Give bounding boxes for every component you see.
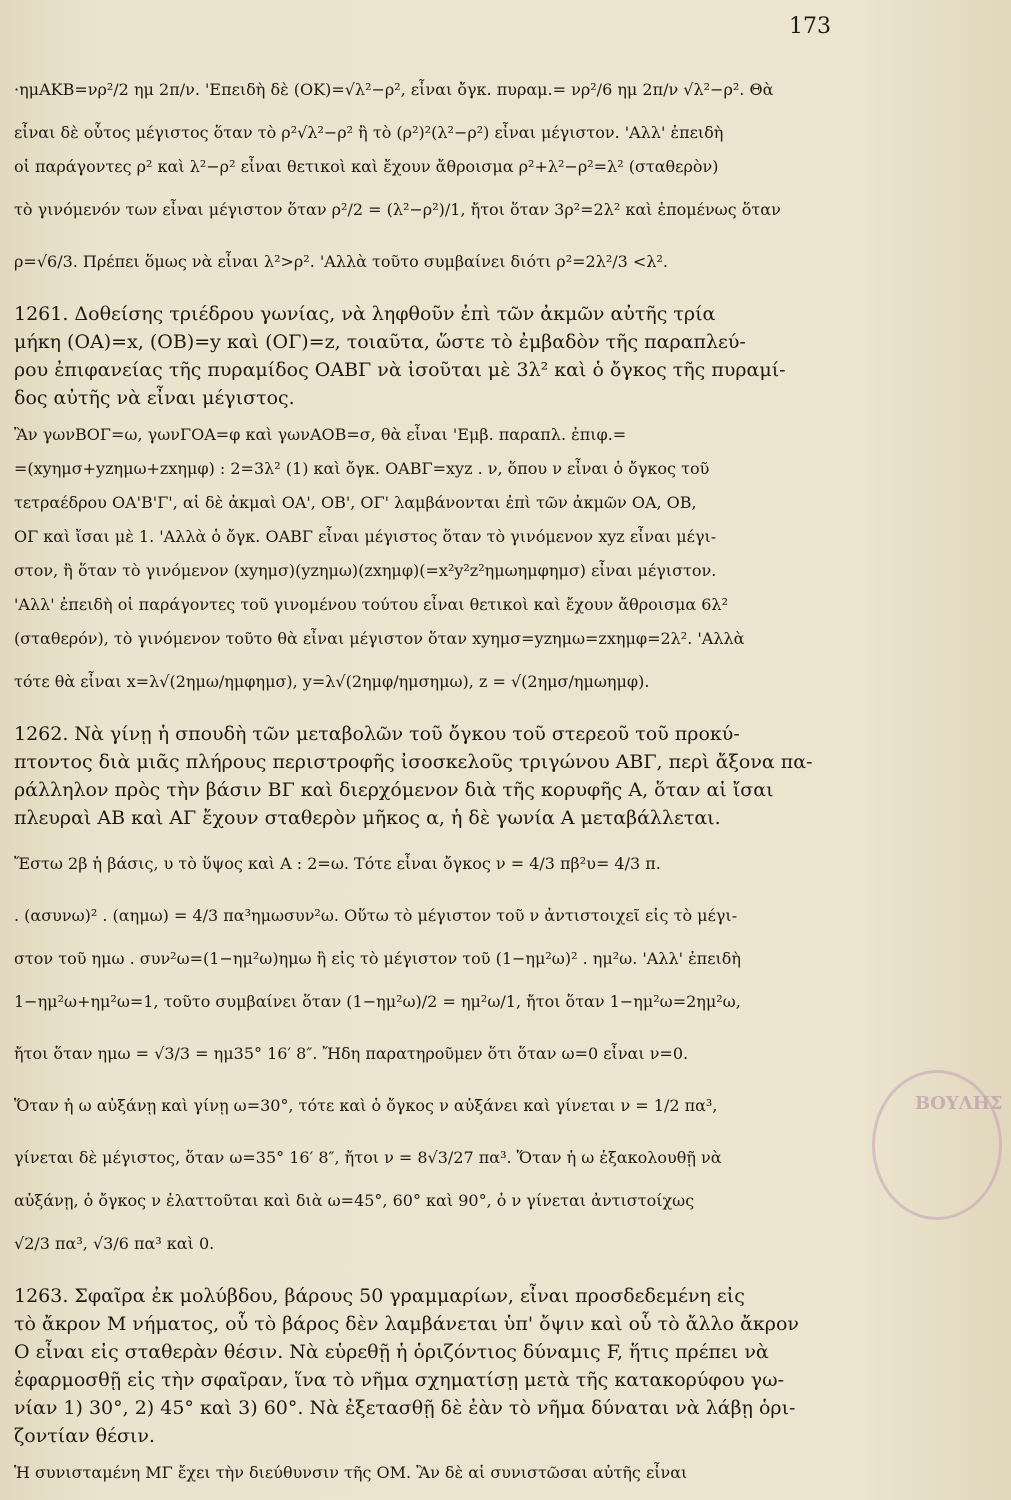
problem-line: νίαν 1) 30°, 2) 45° καὶ 3) 60°. Νὰ ἐξετασθῇ δὲ ἐὰν τὸ νῆμα δύναται νὰ λάβῃ ὁρι- — [14, 1397, 796, 1419]
problem-line: πλευραὶ ΑΒ καὶ ΑΓ ἔχουν σταθερὸν μῆκος α, ἡ δὲ γωνία Α μεταβάλλεται. — [14, 807, 721, 829]
problem-line: ἐφαρμοσθῇ εἰς τὴν σφαῖραν, ἵνα τὸ νῆμα σχηματίσῃ μετὰ τῆς κατακορύφου γω- — [14, 1369, 785, 1391]
problem-line: ζοντίαν θέσιν. — [14, 1425, 155, 1447]
solution-1261 — [14, 418, 854, 708]
text-line: ἤτοι ὅταν ημω = √3/3 = ημ35° 16′ 8″. Ἤδη παρατηροῦμεν ὅτι ὅταν ω=0 εἶναι ν=0. — [14, 1044, 689, 1063]
problem-line: τὸ ἄκρον Μ νήματος, οὗ τὸ βάρος δὲν λαμβάνεται ὑπ' ὄψιν καὶ οὗ τὸ ἄλλο ἄκρον — [14, 1313, 799, 1335]
problem-1262 — [14, 720, 854, 832]
text-line: οἱ παράγοντες ρ² καὶ λ²−ρ² εἶναι θετικοὶ καὶ ἔχουν ἄθροισμα ρ²+λ²−ρ²=λ² (σταθερὸν) — [14, 157, 719, 176]
text-line: αὐξάνῃ, ὁ ὄγκος ν ἐλαττοῦται καὶ διὰ ω=45°, 60° καὶ 90°, ὁ ν γίνεται ἀντιστοίχως — [14, 1191, 695, 1210]
library-stamp: ΒΟΥΛΗΣ — [872, 1070, 1002, 1220]
text-line: ρ=√6/3. Πρέπει ὅμως νὰ εἶναι λ²>ρ². 'Αλλὰ τοῦτο συμβαίνει διότι ρ²=2λ²/3 <λ². — [14, 252, 668, 271]
text-line: =(xyημσ+yzημω+zxημφ) : 2=3λ² (1) καὶ ὄγκ. ΟΑΒΓ=xyz . ν, ὅπου ν εἶναι ὁ ὄγκος τοῦ — [14, 459, 710, 478]
text-line: 'Αλλ' ἐπειδὴ οἱ παράγοντες τοῦ γινομένου τούτου εἶναι θετικοὶ καὶ ἔχουν ἄθροισμα 6λ² — [14, 595, 728, 614]
solution-1262 — [14, 838, 854, 1270]
text-line: τὸ γινόμενόν των εἶναι μέγιστον ὅταν ρ²/2 = (λ²−ρ²)/1, ἤτοι ὅταν 3ρ²=2λ² καὶ ἑπομένως ὅταν — [14, 200, 781, 219]
solution-continuation — [14, 64, 854, 288]
text-line: . (ασυνω)² . (αημω) = 4/3 πα³ημωσυν²ω. Οὕτω τὸ μέγιστον τοῦ ν ἀντιστοιχεῖ εἰς τὸ μέγι- — [14, 906, 738, 925]
problem-line: μήκη (ΟΑ)=x, (ΟΒ)=y καὶ (ΟΓ)=z, τοιαῦτα, ὥστε τὸ ἐμβαδὸν τῆς παραπλεύ- — [14, 331, 746, 353]
text-line: Ἡ συνισταμένη ΜΓ ἔχει τὴν διεύθυνσιν τῆς ΟΜ. Ἂν δὲ αἱ συνιστῶσαι αὐτῆς εἶναι — [14, 1463, 688, 1482]
text-line: √2/3 πα³, √3/6 πα³ καὶ 0. — [14, 1234, 215, 1253]
text-line: 1−ημ²ω+ημ²ω=1, τοῦτο συμβαίνει ὅταν (1−ημ²ω)/2 = ημ²ω/1, ἤτοι ὅταν 1−ημ²ω=2ημ²ω, — [14, 992, 741, 1011]
text-line: ·ημΑΚΒ=νρ²/2 ημ 2π/ν. 'Επειδὴ δὲ (ΟΚ)=√λ²−ρ², εἶναι ὄγκ. πυραμ.= νρ²/6 ημ 2π/ν √λ²−ρ². Θὰ — [14, 80, 774, 99]
text-line: γίνεται δὲ μέγιστος, ὅταν ω=35° 16′ 8″, ἤτοι ν = 8√3/27 πα³. Ὅταν ἡ ω ἐξακολουθῇ νὰ — [14, 1148, 722, 1167]
problem-line: Ο εἶναι εἰς σταθερὰν θέσιν. Νὰ εὑρεθῇ ἡ ὁριζόντιος δύναμις F, ἥτις πρέπει νὰ — [14, 1341, 769, 1363]
problem-1263 — [14, 1282, 854, 1450]
problem-line: πτοντος διὰ μιᾶς πλήρους περιστροφῆς ἰσοσκελοῦς τριγώνου ΑΒΓ, περὶ ἄξονα πα- — [14, 751, 813, 773]
problem-line: 1262. Νὰ γίνῃ ἡ σπουδὴ τῶν μεταβολῶν τοῦ ὄγκου τοῦ στερεοῦ τοῦ προκύ- — [14, 723, 740, 745]
text-line: (σταθερόν), τὸ γινόμενον τοῦτο θὰ εἶναι μέγιστον ὅταν xyημσ=yzημω=zxημφ=2λ². 'Αλλὰ — [14, 629, 745, 648]
text-line: τετραέδρου ΟΑ'Β'Γ', αἱ δὲ ἀκμαὶ ΟΑ', ΟΒ', ΟΓ' λαμβάνονται ἐπὶ τῶν ἀκμῶν ΟΑ, ΟΒ, — [14, 493, 697, 512]
text-line: Ἔστω 2β ἡ βάσις, υ τὸ ὕψος καὶ Α : 2=ω. Τότε εἶναι ὄγκος ν = 4/3 πβ²υ= 4/3 π. — [14, 854, 661, 873]
text-line: στον τοῦ ημω . συν²ω=(1−ημ²ω)ημω ἢ εἰς τὸ μέγιστον τοῦ (1−ημ²ω)² . ημ²ω. 'Αλλ' ἐπειδὴ — [14, 949, 741, 968]
problem-line: 1261. Δοθείσης τριέδρου γωνίας, νὰ ληφθοῦν ἐπὶ τῶν ἀκμῶν αὐτῆς τρία — [14, 303, 716, 325]
text-line: εἶναι δὲ οὗτος μέγιστος ὅταν τὸ ρ²√λ²−ρ² ἢ τὸ (ρ²)²(λ²−ρ²) εἶναι μέγιστον. 'Αλλ' ἐπειδὴ — [14, 123, 724, 142]
text-line: στον, ἢ ὅταν τὸ γινόμενον (xyημσ)(yzημω)(zxημφ)(=x²y²z²ημωημφημσ) εἶναι μέγιστον. — [14, 561, 717, 580]
text-line: Ἂν γωνΒΟΓ=ω, γωνΓΟΑ=φ καὶ γωνΑΟΒ=σ, θὰ εἶναι 'Εμβ. παραπλ. ἐπιφ.= — [14, 425, 627, 444]
text-line: Ὅταν ἡ ω αὐξάνῃ καὶ γίνῃ ω=30°, τότε καὶ ὁ ὄγκος ν αὐξάνει καὶ γίνεται ν = 1/2 πα³, — [14, 1096, 718, 1115]
text-line: ΟΓ καὶ ἴσαι μὲ 1. 'Αλλὰ ὁ ὄγκ. ΟΑΒΓ εἶναι μέγιστος ὅταν τὸ γινόμενον xyz εἶναι μέγι- — [14, 527, 717, 546]
problem-1261 — [14, 300, 854, 412]
page-number: 173 — [789, 14, 831, 39]
problem-line: ρου ἐπιφανείας τῆς πυραμίδος ΟΑΒΓ νὰ ἰσοῦται μὲ 3λ² καὶ ὁ ὄγκος τῆς πυραμί- — [14, 359, 786, 381]
solution-1263 — [14, 1456, 854, 1490]
problem-line: δος αὐτῆς νὰ εἶναι μέγιστος. — [14, 387, 295, 409]
text-line: τότε θὰ εἶναι x=λ√(2ημω/ημφημσ), y=λ√(2ημφ/ημσημω), z = √(2ημσ/ημωημφ). — [14, 672, 650, 691]
page-text — [14, 64, 854, 1490]
problem-line: ράλληλον πρὸς τὴν βάσιν ΒΓ καὶ διερχόμενον διὰ τῆς κορυφῆς Α, ὅταν αἱ ἴσαι — [14, 779, 774, 801]
problem-line: 1263. Σφαῖρα ἐκ μολύβδου, βάρους 50 γραμμαρίων, εἶναι προσδεδεμένη εἰς — [14, 1285, 745, 1307]
